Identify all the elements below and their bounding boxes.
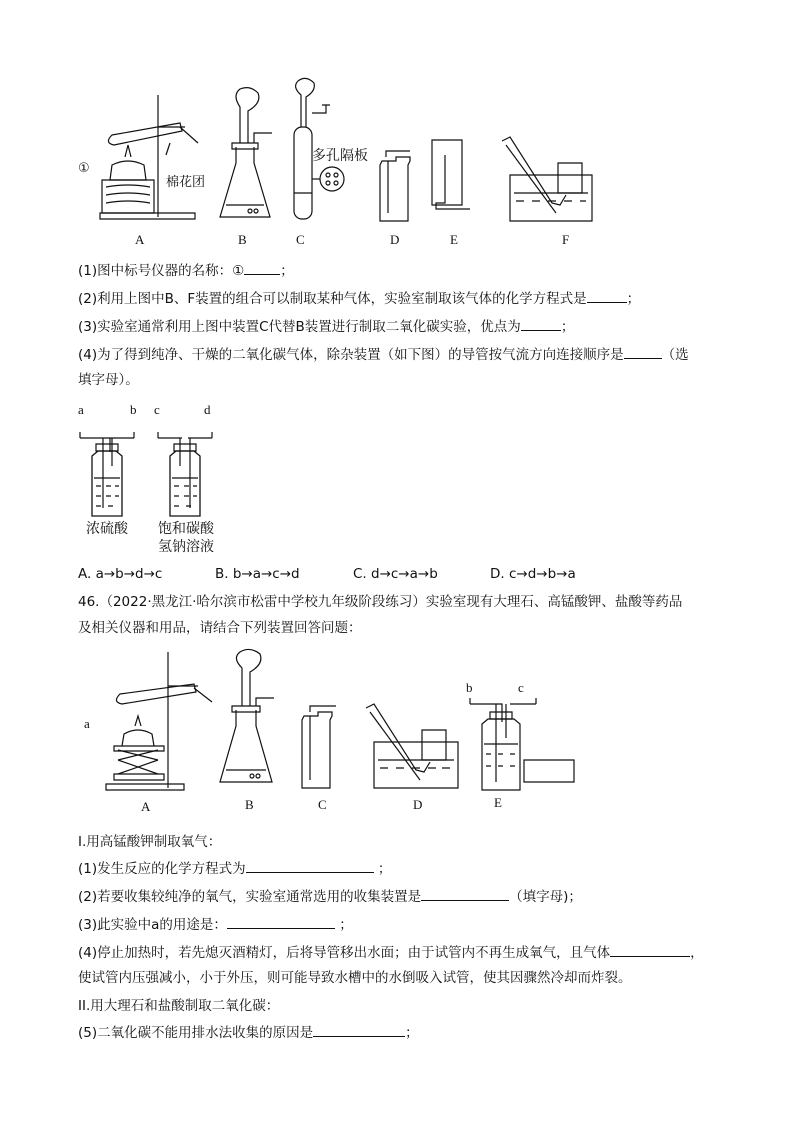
wash-bottles-drawing: [70, 418, 250, 528]
question-1: (1)图中标号仪器的名称：① ；: [78, 260, 294, 281]
figure-wash-bottles: [70, 400, 250, 560]
fig3-port-c: c: [518, 680, 524, 695]
choice-c[interactable]: C. d→c→a→b: [353, 566, 438, 582]
fig1-label-b: B: [238, 232, 247, 247]
fig1-label-d: D: [390, 232, 400, 247]
part-2-heading: II.用大理石和盐酸制取二氧化碳：: [78, 998, 280, 1014]
question-46-line2: 及相关仪器和用品，请结合下列装置回答问题：: [78, 620, 362, 636]
question-4-line1: (4)为了得到纯净、干燥的二氧化碳气体，除杂装置（如下图）的导管按气流方向连接顺序是 （选: [78, 344, 689, 365]
choice-d[interactable]: D. c→d→b→a: [490, 566, 576, 582]
part1-question-1: (1)发生反应的化学方程式为 ；: [78, 858, 391, 879]
fig1-label-f: F: [562, 232, 570, 247]
part1-question-3: (3)此实验中a的用途是： ；: [78, 914, 353, 935]
answer-blank-p4[interactable]: [610, 942, 690, 957]
answer-blank-p1[interactable]: [246, 858, 374, 873]
fig1-label-c: C: [296, 232, 305, 247]
choice-b[interactable]: B. b→a→c→d: [215, 566, 300, 582]
cotton-label: 棉花团: [166, 175, 206, 190]
port-c: c: [154, 402, 160, 417]
answer-blank-3[interactable]: [521, 316, 561, 331]
apparatus-1-drawing: [70, 85, 610, 250]
answer-blank-2[interactable]: [587, 288, 627, 303]
part-1-heading: I.用高锰酸钾制取氧气：: [78, 834, 222, 850]
part2-question-5: (5)二氧化碳不能用排水法收集的原因是 ；: [78, 1022, 419, 1043]
question-46-line1: 46.（2022·黑龙江·哈尔滨市松雷中学校九年级阶段练习）实验室现有大理石、高锰酸钾、盐酸等药品: [78, 594, 683, 610]
bottle-bicarbonate-label-1: 饱和碳酸: [158, 521, 214, 537]
answer-blank-p3[interactable]: [227, 914, 335, 929]
bottle-bicarbonate-label-2: 氢钠溶液: [158, 539, 214, 555]
bottle-sulfuric-acid-label: 浓硫酸: [86, 521, 128, 537]
answer-blank-4[interactable]: [624, 344, 662, 359]
fig3-a-marker: a: [84, 716, 90, 731]
fig1-label-a: A: [135, 232, 145, 247]
fig3-label-a: A: [141, 799, 151, 814]
port-a: a: [78, 402, 84, 417]
answer-blank-p5[interactable]: [313, 1022, 405, 1037]
fig3-label-e: E: [494, 795, 502, 810]
figure-apparatus-2: [70, 650, 590, 800]
answer-blank-1[interactable]: [244, 260, 280, 275]
question-4-line2: 填字母）。: [78, 372, 139, 388]
marker-1: ①: [78, 161, 90, 176]
port-b: b: [130, 402, 137, 417]
fig3-port-b: b: [466, 680, 473, 695]
porous-plate-label: 多孔隔板: [312, 148, 368, 164]
question-2: (2)利用上图中B、F装置的组合可以制取某种气体，实验室制取该气体的化学方程式是 ；: [78, 288, 640, 309]
part1-question-4-line2: 使试管内压强减小，小于外压，则可能导致水槽中的水倒吸入试管，使其因骤然冷却而炸裂。: [78, 970, 632, 986]
fig3-label-c: C: [318, 797, 327, 812]
part1-question-4-line1: (4)停止加热时，若先熄灭酒精灯，后将导管移出水面；由于试管内不再生成氧气，且气体 ，: [78, 942, 704, 963]
part1-question-2: (2)若要收集较纯净的氧气，实验室通常选用的收集装置是 （填字母)；: [78, 886, 582, 907]
answer-blank-p2[interactable]: [421, 886, 509, 901]
fig3-label-d: D: [413, 797, 423, 812]
apparatus-2-drawing: [70, 650, 590, 800]
fig3-label-b: B: [245, 797, 254, 812]
figure-apparatus-1: [70, 85, 610, 250]
choice-a[interactable]: A. a→b→d→c: [78, 566, 163, 582]
question-3: (3)实验室通常利用上图中装置C代替B装置进行制取二氧化碳实验，优点为 ；: [78, 316, 574, 337]
fig1-label-e: E: [450, 232, 458, 247]
port-d: d: [204, 402, 211, 417]
